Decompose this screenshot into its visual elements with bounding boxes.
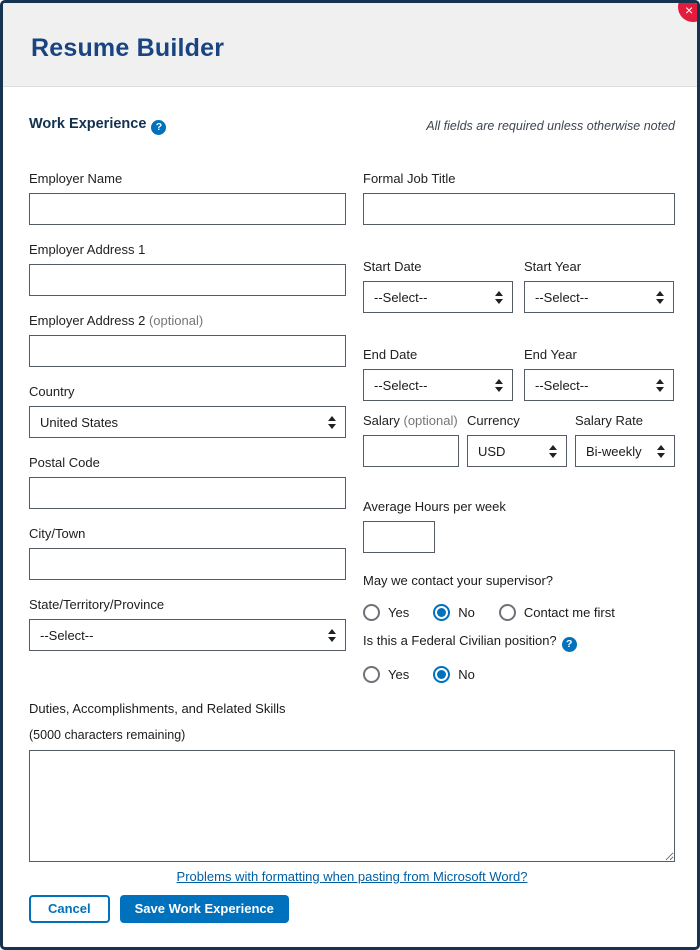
right-column — [363, 171, 675, 695]
start-year-select-value: --Select-- — [535, 289, 589, 305]
salary-rate-group — [575, 413, 675, 467]
formal-job-title-group — [363, 171, 675, 225]
employer-address2-group — [29, 313, 346, 367]
select-arrows-icon — [328, 416, 336, 429]
salary-label: Salary (optional) — [363, 413, 458, 428]
salary-input[interactable] — [363, 435, 459, 467]
salary-optional: (optional) — [403, 413, 458, 428]
supervisor-radio-no-label: No — [458, 605, 475, 620]
modal-body — [3, 87, 697, 923]
formatting-link-row — [29, 868, 675, 886]
end-date-row — [363, 347, 675, 401]
duties-section — [29, 701, 675, 862]
radio-unchecked-icon — [363, 604, 380, 621]
work-experience-help-icon[interactable]: ? — [151, 120, 166, 135]
select-arrows-icon — [656, 379, 664, 392]
form-columns — [29, 171, 675, 695]
duties-label: Duties, Accomplishments, and Related Skills — [29, 700, 286, 716]
select-arrows-icon — [657, 445, 665, 458]
employer-name-label: Employer Name — [29, 171, 123, 186]
state-group — [29, 597, 346, 651]
end-date-select[interactable] — [363, 369, 513, 401]
required-note: All fields are required unless otherwise noted — [426, 119, 675, 133]
section-title: Work Experience — [29, 116, 147, 132]
salary-row — [363, 413, 675, 467]
close-icon: × — [685, 2, 694, 18]
city-town-input[interactable] — [29, 548, 346, 580]
average-hours-label: Average Hours per week — [363, 499, 506, 514]
employer-address1-input[interactable] — [29, 264, 346, 296]
supervisor-radio-contact-first-label: Contact me first — [523, 605, 615, 620]
state-select[interactable] — [29, 619, 346, 651]
state-select-value: --Select-- — [40, 627, 94, 643]
employer-name-group — [29, 171, 346, 225]
end-year-group — [524, 347, 674, 401]
postal-code-label: Postal Code — [29, 455, 100, 470]
state-label: State/Territory/Province — [29, 597, 165, 612]
modal-header — [3, 3, 697, 87]
postal-code-group — [29, 455, 346, 509]
radio-checked-icon — [433, 666, 450, 683]
start-date-group — [363, 259, 513, 313]
start-date-select[interactable] — [363, 281, 513, 313]
select-arrows-icon — [328, 629, 336, 642]
left-column — [29, 171, 346, 695]
federal-radio-group — [363, 666, 675, 683]
start-date-row — [363, 259, 675, 313]
end-year-select-value: --Select-- — [535, 377, 589, 393]
page-title: Resume Builder — [31, 34, 225, 62]
radio-unchecked-icon — [499, 604, 516, 621]
city-town-group — [29, 526, 346, 580]
start-year-select[interactable] — [524, 281, 674, 313]
federal-radio-no[interactable] — [433, 666, 475, 683]
save-work-experience-button[interactable]: Save Work Experience — [120, 895, 289, 923]
supervisor-radio-contact-first[interactable] — [499, 604, 615, 621]
currency-group — [467, 413, 567, 467]
radio-checked-icon — [433, 604, 450, 621]
federal-radio-yes-label: Yes — [388, 666, 410, 682]
country-select[interactable] — [29, 406, 346, 438]
employer-address1-label: Employer Address 1 — [29, 242, 146, 257]
federal-radio-yes[interactable] — [363, 666, 409, 683]
formal-job-title-label: Formal Job Title — [363, 171, 456, 186]
employer-address2-optional: (optional) — [148, 313, 204, 328]
federal-radio-no-label: No — [458, 666, 475, 682]
radio-unchecked-icon — [363, 666, 380, 683]
average-hours-group — [363, 499, 675, 553]
duties-textarea[interactable] — [29, 750, 675, 862]
end-date-select-value: --Select-- — [374, 377, 428, 393]
country-label: Country — [29, 384, 75, 399]
currency-select-value: USD — [478, 443, 506, 459]
end-year-label: End Year — [524, 347, 577, 362]
employer-name-input[interactable] — [29, 193, 346, 225]
employer-address2-label: Employer Address 2 (optional) — [29, 313, 204, 328]
cancel-button[interactable]: Cancel — [29, 895, 110, 923]
select-arrows-icon — [495, 379, 503, 392]
section-header — [29, 115, 675, 133]
characters-remaining: (5000 characters remaining) — [29, 727, 186, 742]
salary-group — [363, 413, 459, 467]
postal-code-input[interactable] — [29, 477, 346, 509]
country-group — [29, 384, 346, 438]
federal-question: Is this a Federal Civilian position? ? — [363, 633, 675, 650]
end-year-select[interactable] — [524, 369, 674, 401]
federal-question-help-icon[interactable]: ? — [562, 637, 577, 652]
currency-select[interactable] — [467, 435, 567, 467]
formal-job-title-input[interactable] — [363, 193, 675, 225]
currency-label: Currency — [467, 413, 520, 428]
select-arrows-icon — [549, 445, 557, 458]
salary-rate-select-value: Bi-weekly — [586, 443, 642, 459]
start-date-label: Start Date — [363, 259, 422, 274]
salary-rate-select[interactable] — [575, 435, 675, 467]
section-title-wrap — [29, 115, 166, 133]
end-date-group — [363, 347, 513, 401]
start-year-group — [524, 259, 674, 313]
average-hours-input[interactable] — [363, 521, 435, 553]
supervisor-question: May we contact your supervisor? — [363, 573, 554, 588]
employer-address1-group — [29, 242, 346, 296]
start-year-label: Start Year — [524, 259, 582, 274]
button-row — [29, 895, 675, 923]
formatting-help-link[interactable]: Problems with formatting when pasting from Microsoft Word? — [176, 868, 528, 884]
start-date-select-value: --Select-- — [374, 289, 428, 305]
supervisor-radio-yes-label: Yes — [388, 605, 410, 620]
end-date-label: End Date — [363, 347, 418, 362]
supervisor-radio-group — [363, 604, 675, 621]
country-select-value: United States — [40, 414, 119, 430]
salary-rate-label: Salary Rate — [575, 413, 643, 428]
select-arrows-icon — [656, 291, 664, 304]
supervisor-radio-no[interactable] — [433, 604, 475, 621]
employer-address2-input[interactable] — [29, 335, 346, 367]
city-town-label: City/Town — [29, 526, 86, 541]
select-arrows-icon — [495, 291, 503, 304]
supervisor-radio-yes[interactable] — [363, 604, 409, 621]
